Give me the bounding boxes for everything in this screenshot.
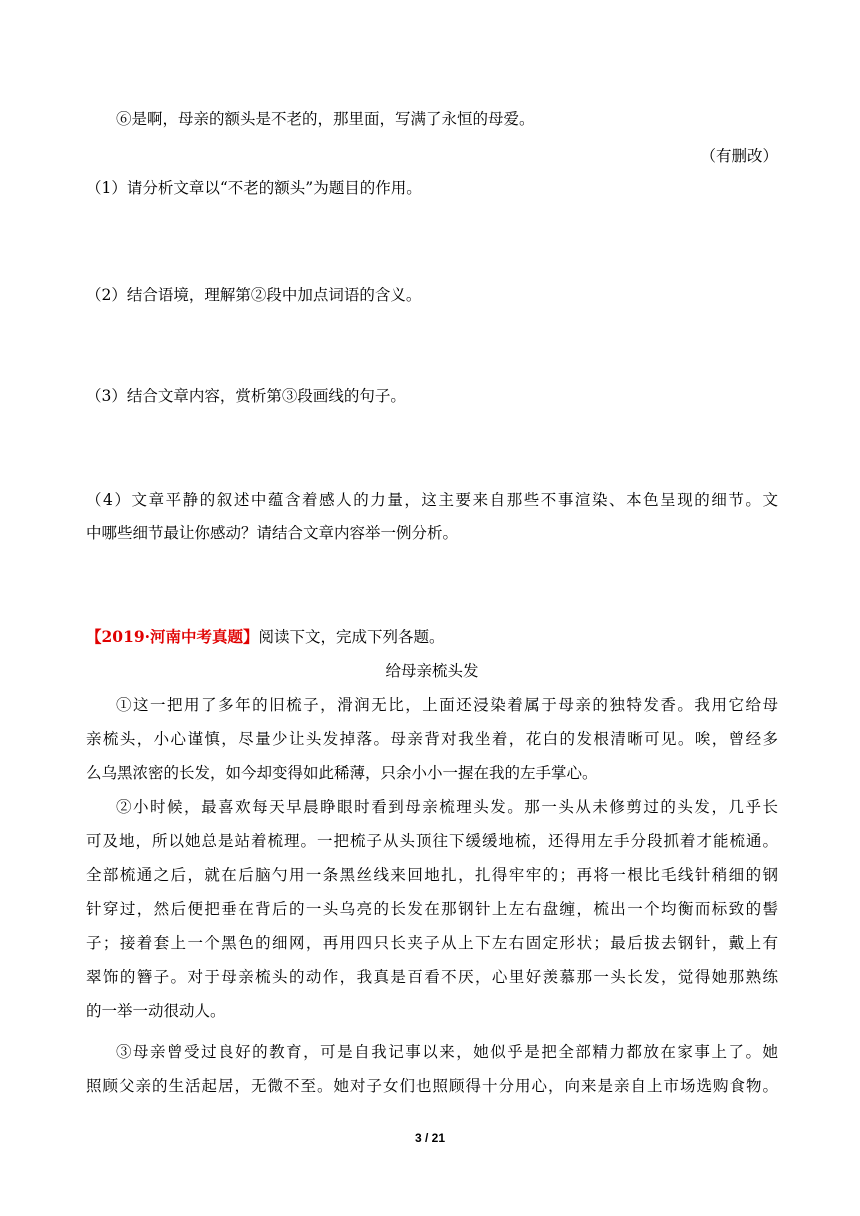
paragraph-1-line: 亲梳头，小心谨慎，尽量少让头发掉落。母亲背对我坐着，花白的发根清晰可见。唉，曾经多 (86, 730, 778, 748)
source-note: （有删改） (700, 147, 778, 165)
paragraph-2-line: ②小时候，最喜欢每天早晨睁眼时看到母亲梳理头发。那一头从未修剪过的头发，几乎长 (116, 798, 778, 816)
section-heading (86, 625, 778, 649)
page-number: 3 / 21 (414, 1131, 446, 1145)
paragraph-2-line: 子；接着套上一个黑色的细网，再用四只长夹子从上下左右固定形状；最后拔去钢针，戴上有 (86, 934, 778, 952)
paragraph-1-line: 么乌黑浓密的长发，如今却变得如此稀薄，只余小小一握在我的左手掌心。 (86, 764, 598, 782)
paragraph-2-line: 全部梳通之后，就在后脑勺用一条黑丝线来回地扎，扎得牢牢的；再将一根比毛线针稍细的钢 (86, 866, 778, 884)
question-2: （2）结合语境，理解第②段中加点词语的含义。 (86, 286, 422, 304)
paragraph-2-line: 的一举一动很动人。 (86, 1002, 226, 1020)
paragraph-3-line: ③母亲曾受过良好的教育，可是自我记事以来，她似乎是把全部精力都放在家事上了。她 (116, 1043, 778, 1061)
paragraph-3-line: 照顾父亲的生活起居，无微不至。她对子女们也照顾得十分用心，向来是亲自上市场选购食物。 (86, 1077, 778, 1095)
question-4-line-1: （4）文章平静的叙述中蕴含着感人的力量，这主要来自那些不事渲染、本色呈现的细节。文 (86, 491, 778, 509)
exam-source-tag: 【2019·河南中考真题】 (86, 627, 259, 646)
paragraph-1-line: ①这一把用了多年的旧梳子，滑润无比，上面还浸染着属于母亲的独特发香。我用它给母 (116, 696, 778, 714)
paragraph-2-line: 翠饰的簪子。对于母亲梳头的动作，我真是百看不厌，心里好羡慕那一头长发，觉得她那熟练 (86, 968, 778, 986)
article-title: 给母亲梳头发 (385, 662, 479, 680)
question-1: （1）请分析文章以“不老的额头”为题目的作用。 (86, 179, 422, 197)
paragraph-2-line: 针穿过，然后便把垂在背后的一头乌亮的长发在那钢针上左右盘缠，梳出一个均衡而标致的髻 (86, 900, 778, 918)
paragraph-2-line: 可及地，所以她总是站着梳理。一把梳子从头顶往下缓缓地梳，还得用左手分段抓着才能梳通。 (86, 832, 778, 850)
section-instruction: 阅读下文，完成下列各题。 (258, 628, 445, 646)
paragraph-6: ⑥是啊，母亲的额头是不老的，那里面，写满了永恒的母爱。 (116, 110, 535, 128)
question-4-line-2: 中哪些细节最让你感动？请结合文章内容举一例分析。 (86, 524, 459, 542)
question-3: （3）结合文章内容，赏析第③段画线的句子。 (86, 387, 406, 405)
